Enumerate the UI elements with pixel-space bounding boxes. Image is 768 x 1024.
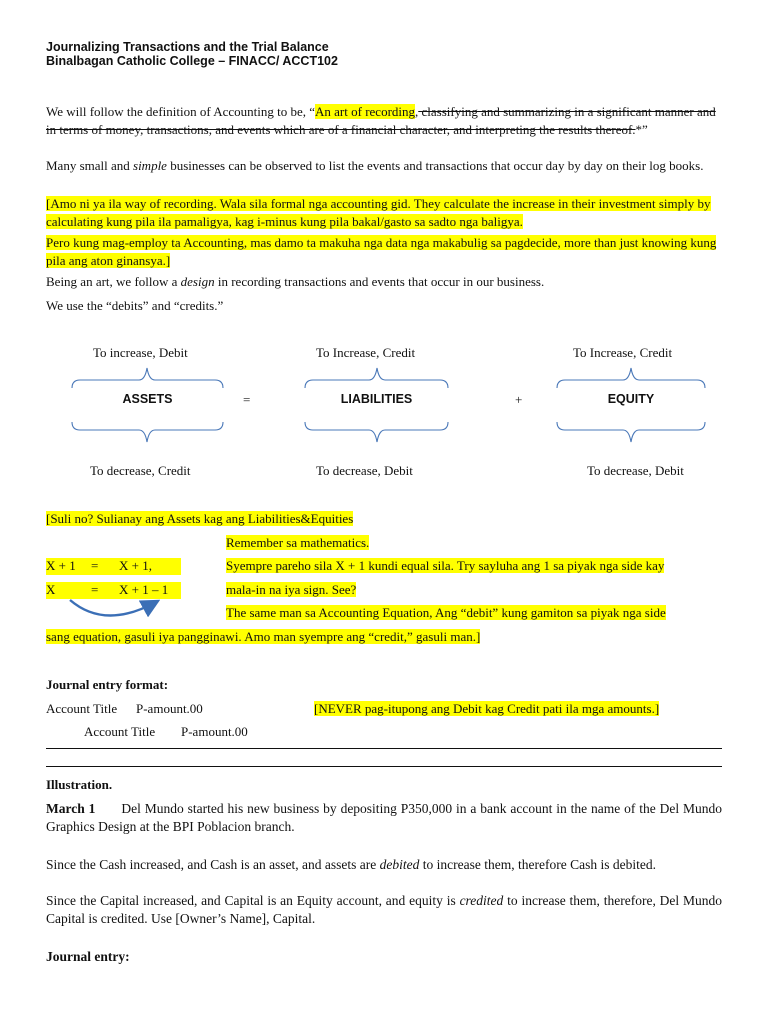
document-subtitle: Binalbagan Catholic College – FINACC/ ACCT102 [46,54,338,68]
cash-debit-a: Since the Cash increased, and Cash is an asset, and assets are [46,857,380,872]
note-paragraph-1 [46,195,726,231]
capital-credit-italic: credited [459,893,504,908]
intro-suffix: *” [635,122,648,137]
para3-italic: design [180,274,215,289]
equation-1 [46,558,181,575]
format-warning-text: [NEVER pag-itupong ang Debit kag Credit pati ila mga amounts.] [314,701,660,716]
march-1-date: March 1 [46,801,96,816]
para3-text-a: Being an art, we follow a [46,274,181,289]
assets-increase-label: To increase, Debit [93,345,188,360]
divider-1 [46,748,722,749]
assets-label: ASSETS [122,392,173,406]
equals-sign: = [243,392,251,407]
design-paragraph [46,273,726,291]
eq1-right: X + 1, [119,558,152,573]
capital-credit-b: to increase them, therefore, Del Mundo Capital is credited. Use [Owner’s Name], Capital. [46,893,723,926]
assets-top-brace [72,368,223,388]
math-note-3 [226,605,666,621]
liabilities-bottom-brace [305,422,448,442]
format-warning [314,701,659,717]
plus-sign: + [515,392,523,407]
liabilities-increase-label: To Increase, Credit [316,345,416,360]
assets-bottom-brace [72,422,223,442]
eq2-left: X [46,582,56,597]
eq2-right: X + 1 – 1 [119,582,169,597]
liabilities-top-brace [305,368,448,388]
march-1-text: Del Mundo started his new business by depositing P350,000 in a bank account in the name of the Del Mundo Graphics Design at the BPI Poblacion branch. [46,801,722,834]
format-row-2-amount: P-amount.00 [181,724,248,739]
math-note-4-text: sang equation, gasuli iya pangginawi. Amo man syempre ang “credit,” gasuli man.] [46,629,481,644]
eq2-equals: = [91,582,99,597]
note-1-text: [Amo ni ya ila way of recording. Wala sila formal nga accounting gid. They calculate the increase in their investment simply by calculating kung pila ila pamaligya, kag i-minus kung pila bakal/gasto sa sadto nga baligya. [46,196,711,229]
eq1-left: X + 1 [46,558,76,573]
eq2-note-text: mala-in na iya sign. See? [226,582,357,597]
format-row-1-amount: P-amount.00 [136,701,203,716]
intro-highlight: An art of recording [315,104,416,119]
equity-bottom-brace [557,422,705,442]
para2-italic: simple [133,158,167,173]
capital-credit-a: Since the Capital increased, and Capital is an Equity account, and equity is [46,893,460,908]
illustration-title: Illustration. [46,777,113,792]
cash-debit-italic: debited [379,857,420,872]
intro-strikethrough: classifying and summarizing in a significant manner and in terms of money, transactions, and events which are of a financial character, and interpreting the results thereof. [46,104,716,137]
intro-prefix: We will follow the definition of Accounting to be, “ [46,104,316,119]
curved-arrow-icon [60,596,170,624]
math-note-4 [46,629,480,645]
math-line-1-text: [Suli no? Sulianay ang Assets kag ang Liabilities&Equities [46,511,354,526]
log-books-paragraph [46,157,726,175]
liabilities-label: LIABILITIES [340,392,413,406]
math-note-3-text: The same man sa Accounting Equation, Ang “debit” kung gamiton sa piyak nga side [226,605,666,620]
cash-debit-paragraph [46,856,722,874]
eq1-note-text: Syempre pareho sila X + 1 kundi equal sila. Try sayluha ang 1 sa piyak nga side kay [226,558,665,573]
equity-label: EQUITY [607,392,655,406]
note-paragraph-2 [46,234,726,270]
journal-entry-heading: Journal entry: [46,949,130,964]
equity-increase-label: To Increase, Credit [573,345,673,360]
intro-paragraph [46,103,726,139]
format-row-1-account: Account Title [46,701,118,716]
remember-line [226,535,369,551]
liabilities-decrease-label: To decrease, Debit [316,463,413,478]
para2-text-a: Many small and [46,158,134,173]
para3-text-b: in recording transactions and events that occur in our business. [214,274,545,289]
capital-credit-paragraph [46,892,722,928]
math-line-1 [46,511,353,527]
para2-text-b: businesses can be observed to list the events and transactions that occur day by day on their log books. [166,158,704,173]
eq2-note [226,582,356,598]
assets-decrease-label: To decrease, Credit [90,463,191,478]
note-2-text: Pero kung mag-employ ta Accounting, mas damo ta makuha nga data nga makabulig sa pagdecide, more than just knowing kung pila ang aton ginansya.] [46,235,717,268]
document-title: Journalizing Transactions and the Trial Balance [46,40,329,54]
remember-text: Remember sa mathematics. [226,535,370,550]
eq1-note [226,558,664,574]
journal-format-title: Journal entry format: [46,677,169,692]
divider-2 [46,766,722,767]
equity-top-brace [557,368,705,388]
debits-credits-paragraph: We use the “debits” and “credits.” [46,298,224,313]
equity-decrease-label: To decrease, Debit [587,463,684,478]
format-row-2-account: Account Title [84,724,156,739]
eq1-equals: = [91,558,99,573]
intro-comma: , [415,104,419,119]
march-1-paragraph [46,800,722,836]
cash-debit-b: to increase them, therefore Cash is debited. [419,857,656,872]
